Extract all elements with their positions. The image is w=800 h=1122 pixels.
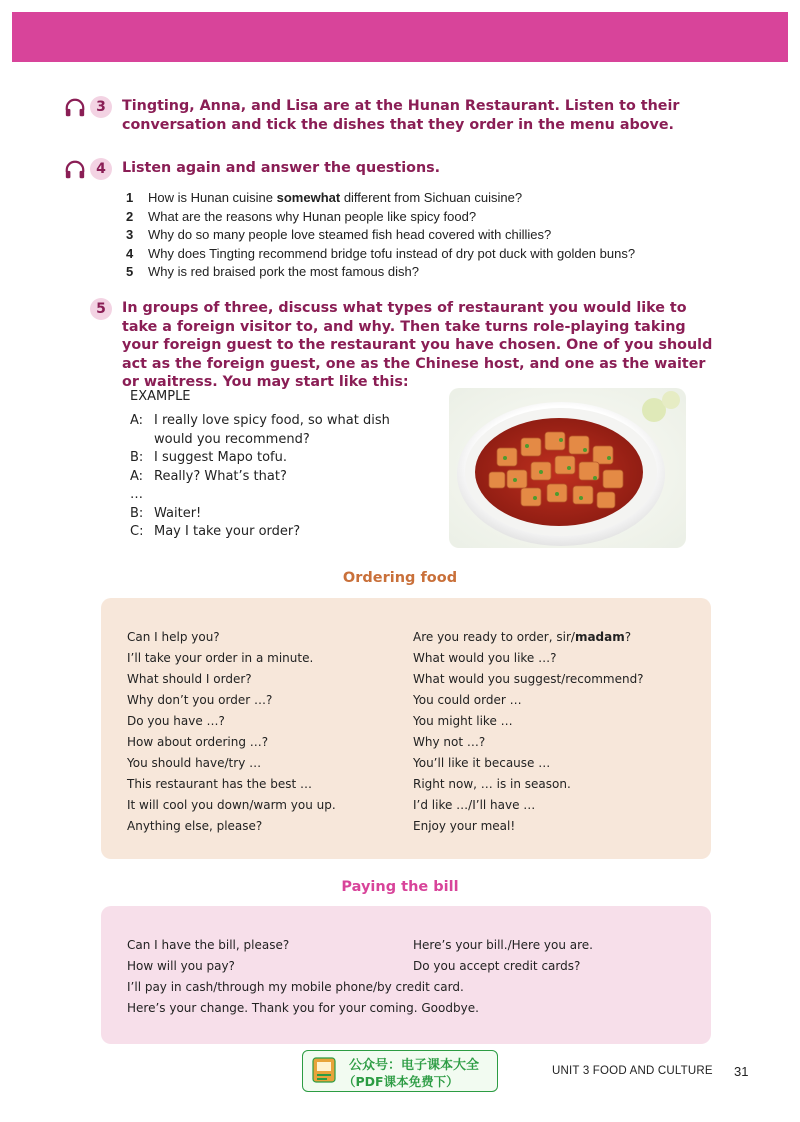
question-item bbox=[126, 263, 726, 282]
task-instruction: In groups of three, discuss what types of restaurant you would like to take a foreign visitor to, and why. Then take turns role-playing taking your foreign guest to the restaurant you have chosen. One of you should act as the foreign guest, one as the Chinese host, and one as the waiter or waitress. You may start like this: bbox=[122, 300, 713, 390]
phrase: Anything else, please? bbox=[127, 819, 263, 833]
phrase: I’ll pay in cash/through my mobile phone/by credit card. bbox=[127, 980, 464, 994]
phrase: You’ll like it because … bbox=[413, 756, 551, 770]
ordering-food-box bbox=[101, 598, 711, 859]
top-banner bbox=[12, 12, 788, 62]
ordering-right-column bbox=[413, 627, 644, 837]
ordering-left-column bbox=[127, 627, 336, 837]
phrase: Enjoy your meal! bbox=[413, 819, 516, 833]
footer-unit-label: UNIT 3 FOOD AND CULTURE bbox=[552, 1065, 713, 1077]
phrase: What would you like …? bbox=[413, 651, 557, 665]
phrase: This restaurant has the best … bbox=[127, 777, 313, 791]
phrase: Why not …? bbox=[413, 735, 486, 749]
speaker-label bbox=[130, 431, 154, 450]
phrase: What should I order? bbox=[127, 672, 252, 686]
icon-spacer bbox=[64, 299, 90, 321]
question-number: 2 bbox=[126, 208, 134, 224]
question-bold-word: somewhat bbox=[276, 190, 341, 205]
question-item bbox=[126, 189, 726, 208]
speaker-label: … bbox=[130, 487, 143, 502]
phrase: Here’s your change. Thank you for your coming. Goodbye. bbox=[127, 1001, 479, 1015]
example-title: EXAMPLE bbox=[130, 389, 191, 404]
dialogue-text: Really? What’s that? bbox=[154, 468, 287, 484]
phrase: It will cool you down/warm you up. bbox=[127, 798, 336, 812]
question-list bbox=[126, 189, 726, 282]
paying-bill-box bbox=[101, 906, 711, 1044]
watermark-line-1: 公众号：电子课本大全 bbox=[349, 1058, 480, 1073]
watermark-badge bbox=[302, 1050, 498, 1092]
speaker-label: B: bbox=[130, 505, 144, 521]
phrase-text: ? bbox=[624, 630, 632, 644]
phrase: Can I help you? bbox=[127, 630, 220, 644]
phrase: You should have/try … bbox=[127, 756, 262, 770]
question-text: different from Sichuan cuisine? bbox=[340, 190, 523, 205]
task-5 bbox=[64, 299, 744, 392]
phrase: You could order … bbox=[413, 693, 522, 707]
dialogue-line bbox=[130, 505, 430, 524]
question-text: Why is red braised pork the most famous dish? bbox=[148, 264, 419, 279]
dialogue-line bbox=[130, 431, 430, 450]
question-item bbox=[126, 245, 726, 264]
mapo-tofu-photo bbox=[449, 388, 686, 548]
dialogue-text: would you recommend? bbox=[154, 431, 310, 447]
speaker-label: C: bbox=[130, 524, 144, 539]
phrase: Right now, … is in season. bbox=[413, 777, 571, 791]
dialogue-text: May I take your order? bbox=[154, 524, 301, 539]
speaker-label: A: bbox=[130, 468, 144, 484]
phrase-bold-word: madam bbox=[574, 630, 625, 644]
phrase: Here’s your bill./Here you are. bbox=[413, 938, 593, 952]
headphones-icon[interactable] bbox=[64, 97, 90, 119]
task-instruction: Tingting, Anna, and Lisa are at the Hunan Restaurant. Listen to their conversation and tick the dishes that they order in the menu above. bbox=[122, 98, 680, 133]
phrase: I’d like …/I’ll have … bbox=[413, 798, 536, 812]
question-item bbox=[126, 226, 726, 245]
question-item bbox=[126, 208, 726, 227]
dialogue-line bbox=[130, 523, 430, 542]
book-icon bbox=[311, 1056, 339, 1086]
paying-right-column bbox=[413, 935, 593, 977]
phrase: Why don’t you order …? bbox=[127, 693, 273, 707]
question-text: How is Hunan cuisine bbox=[148, 190, 277, 205]
question-number: 1 bbox=[126, 190, 134, 205]
dialogue-line bbox=[130, 449, 430, 468]
dialogue-line bbox=[130, 412, 430, 431]
ordering-food-title: Ordering food bbox=[342, 570, 458, 586]
page-number: 31 bbox=[734, 1064, 749, 1079]
task-number: 5 bbox=[90, 298, 112, 320]
watermark-line-2: （PDF课本免费下） bbox=[343, 1074, 459, 1089]
example-dialogue bbox=[130, 388, 430, 542]
question-text: Why do so many people love steamed fish head covered with chillies? bbox=[148, 227, 552, 242]
phrase: Can I have the bill, please? bbox=[127, 938, 290, 952]
question-text: Why does Tingting recommend bridge tofu instead of dry pot duck with golden buns? bbox=[148, 245, 636, 261]
task-instruction: Listen again and answer the questions. bbox=[122, 160, 441, 176]
phrase: What would you suggest/recommend? bbox=[413, 672, 644, 686]
phrase: Do you accept credit cards? bbox=[413, 959, 581, 973]
dialogue-text: I really love spicy food, so what dish bbox=[154, 413, 390, 428]
dialogue-text: Waiter! bbox=[154, 505, 202, 521]
task-3 bbox=[64, 97, 744, 134]
question-number: 5 bbox=[126, 264, 134, 279]
headphones-icon[interactable] bbox=[64, 159, 90, 181]
task-number: 3 bbox=[90, 96, 112, 118]
task-number: 4 bbox=[90, 158, 112, 180]
speaker-label: B: bbox=[130, 450, 144, 465]
phrase: I’ll take your order in a minute. bbox=[127, 651, 314, 665]
dialogue-line bbox=[130, 486, 430, 505]
dialogue-line bbox=[130, 468, 430, 487]
phrase bbox=[413, 627, 644, 648]
question-number: 3 bbox=[126, 227, 134, 242]
question-text: What are the reasons why Hunan people like spicy food? bbox=[148, 208, 477, 224]
phrase-text: Are you ready to order, sir/ bbox=[413, 630, 575, 644]
task-4 bbox=[64, 159, 744, 181]
phrase: How will you pay? bbox=[127, 959, 235, 973]
phrase: Do you have …? bbox=[127, 714, 225, 728]
speaker-label: A: bbox=[130, 413, 144, 428]
dialogue-text: I suggest Mapo tofu. bbox=[154, 450, 288, 465]
phrase: How about ordering …? bbox=[127, 735, 269, 749]
phrase: You might like … bbox=[413, 714, 513, 728]
paying-bill-title: Paying the bill bbox=[341, 879, 459, 895]
question-number: 4 bbox=[126, 245, 134, 261]
